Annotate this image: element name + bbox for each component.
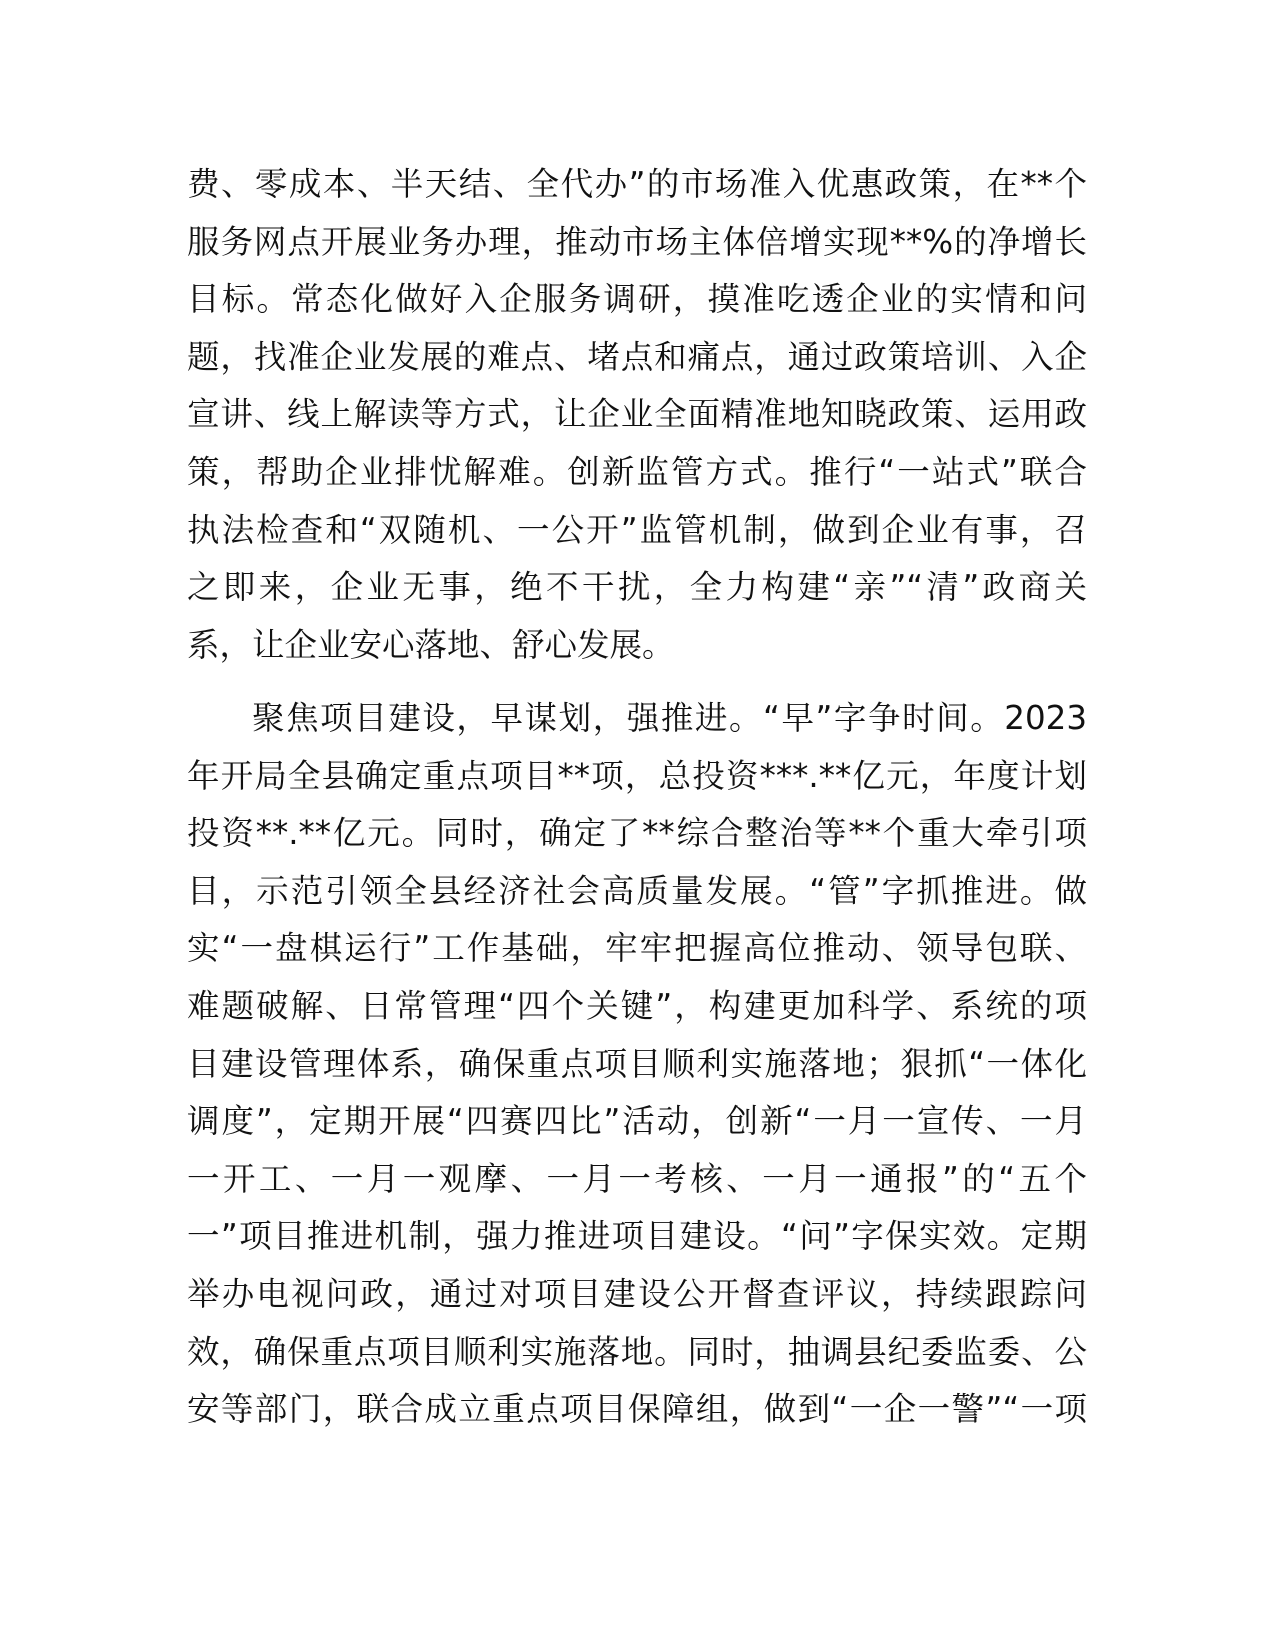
paragraph-market-access <box>187 156 1087 674</box>
text-line: 题，找准企业发展的难点、堵点和痛点，通过政策培训、入企 <box>187 337 1087 376</box>
text-line: 费、零成本、半天结、全代办”的市场准入优惠政策，在**个 <box>187 165 1087 203</box>
text-line: 实“一盘棋运行”工作基础，牢牢把握高位推动、领导包联、 <box>187 929 1087 968</box>
text-line: 系，让企业安心落地、舒心发展。 <box>187 625 675 664</box>
text-line: 难题破解、日常管理“四个关键”，构建更加科学、系统的项 <box>187 986 1087 1025</box>
text-line: 安等部门，联合成立重点项目保障组，做到“一企一警”“一项 <box>187 1390 1087 1429</box>
text-line: 目建设管理体系，确保重点项目顺利实施落地；狠抓“一体化 <box>187 1044 1087 1083</box>
paragraph-project-construction <box>187 690 1087 1439</box>
text-line: 举办电视问政，通过对项目建设公开督查评议，持续跟踪问 <box>187 1274 1087 1313</box>
text-line: 投资**.**亿元。同时，确定了**综合整治等**个重大牵引项 <box>187 814 1087 853</box>
text-line: 一开工、一月一观摩、一月一考核、一月一通报”的“五个 <box>187 1159 1087 1198</box>
text-line: 一”项目推进机制，强力推进项目建设。“问”字保实效。定期 <box>187 1217 1087 1256</box>
text-line: 宣讲、线上解读等方式，让企业全面精准地知晓政策、运用政 <box>187 395 1087 434</box>
text-line: 执法检查和“双随机、一公开”监管机制，做到企业有事，召 <box>187 510 1087 549</box>
text-line: 目，示范引领全县经济社会高质量发展。“管”字抓推进。做 <box>187 871 1087 910</box>
text-line: 效，确保重点项目顺利实施落地。同时，抽调县纪委监委、公 <box>187 1332 1087 1371</box>
text-line: 年开局全县确定重点项目**项，总投资***.**亿元，年度计划 <box>187 756 1087 795</box>
text-line: 之即来，企业无事，绝不干扰，全力构建“亲”“清”政商关 <box>187 568 1087 607</box>
text-line: 策，帮助企业排忧解难。创新监管方式。推行“一站式”联合 <box>187 452 1087 491</box>
text-line: 聚焦项目建设，早谋划，强推进。“早”字争时间。2023 <box>252 699 1087 737</box>
text-line: 服务网点开展业务办理，推动市场主体倍增实现**%的净增长 <box>187 222 1087 261</box>
text-line: 目标。常态化做好入企服务调研，摸准吃透企业的实情和问 <box>187 280 1087 319</box>
text-line: 调度”，定期开展“四赛四比”活动，创新“一月一宣传、一月 <box>187 1102 1087 1141</box>
